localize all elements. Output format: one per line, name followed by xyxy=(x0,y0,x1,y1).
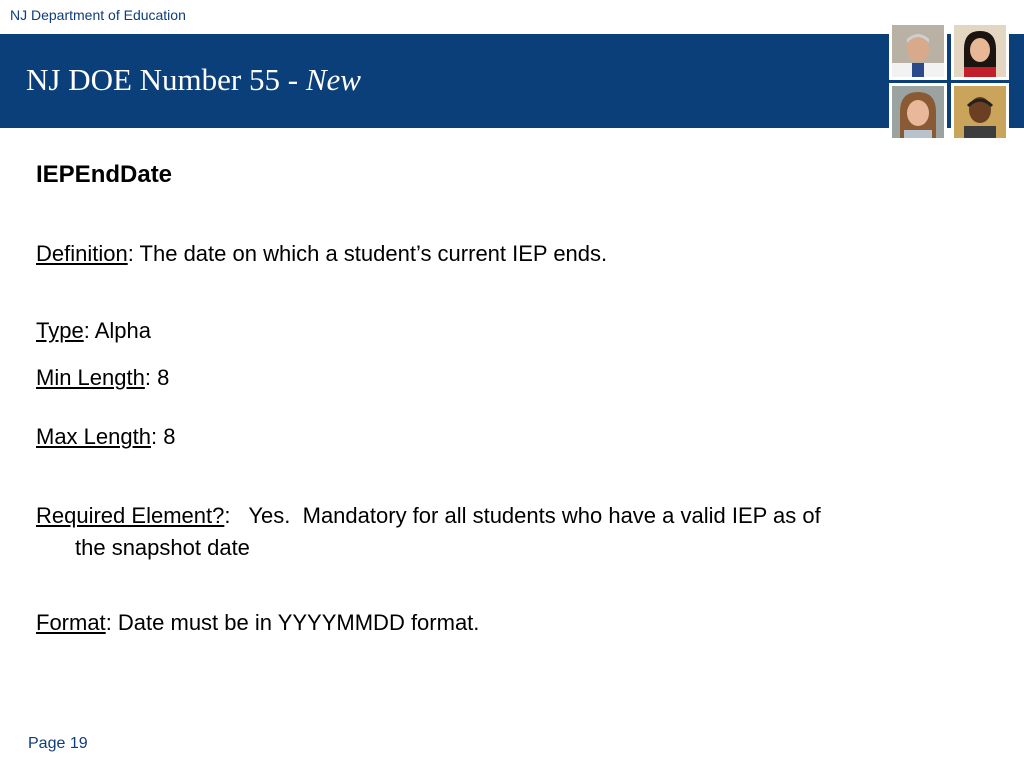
type-label: Type xyxy=(36,318,84,343)
photo-collage xyxy=(885,20,1013,142)
person-photo xyxy=(951,22,1009,80)
person-photo xyxy=(889,22,947,80)
person-photo xyxy=(889,83,947,141)
format-value: : Date must be in YYYYMMDD format. xyxy=(105,610,480,635)
page-number: Page 19 xyxy=(28,735,88,752)
format-label: Format xyxy=(36,610,106,635)
slide-title xyxy=(26,62,361,98)
required-element-continuation: the snapshot date xyxy=(75,535,250,560)
format-line xyxy=(36,610,479,636)
min-length-value: : 8 xyxy=(144,365,170,390)
element-name-heading: IEPEndDate xyxy=(36,161,173,188)
person-photo xyxy=(951,83,1009,141)
required-element-line xyxy=(36,503,821,529)
min-length-label: Min Length xyxy=(36,365,145,390)
required-element-value: : Yes. Mandatory for all students who have a valid IEP as of xyxy=(224,503,821,528)
max-length-line xyxy=(36,424,175,450)
organization-label: NJ Department of Education xyxy=(10,7,186,23)
slide-title-emphasis: New xyxy=(305,62,361,97)
min-length-line xyxy=(36,365,169,391)
type-line xyxy=(36,318,151,344)
type-value: : Alpha xyxy=(83,318,151,343)
definition-value: : The date on which a student’s current IEP ends. xyxy=(127,241,608,266)
definition-label: Definition xyxy=(36,241,128,266)
slide-title-main: NJ DOE Number 55 - xyxy=(26,62,306,97)
max-length-value: : 8 xyxy=(150,424,176,449)
max-length-label: Max Length xyxy=(36,424,151,449)
required-element-label: Required Element? xyxy=(36,503,225,528)
definition-line xyxy=(36,241,607,267)
